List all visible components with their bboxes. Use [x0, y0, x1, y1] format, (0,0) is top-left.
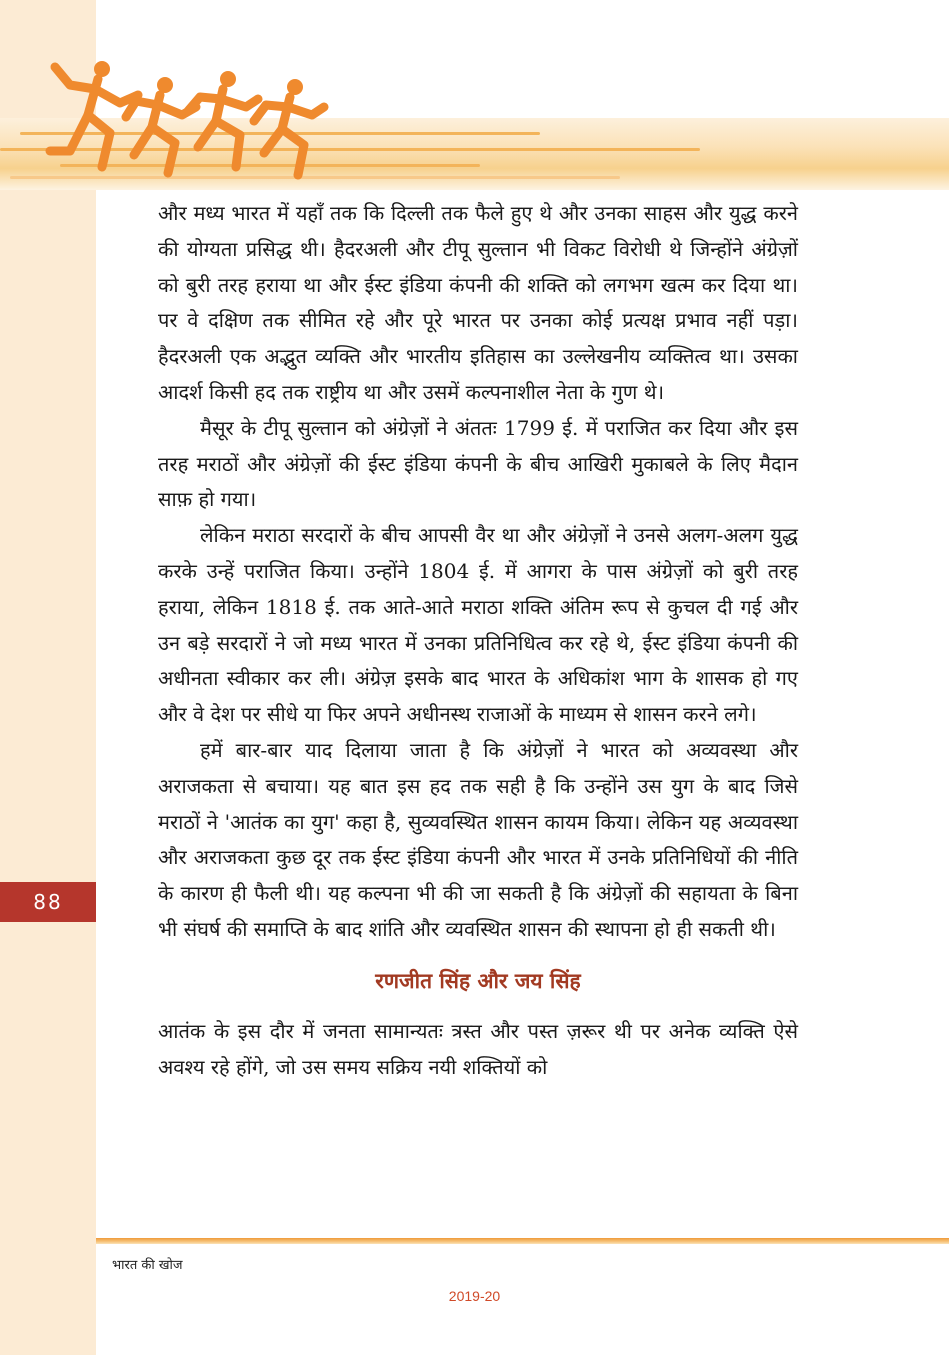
book-title: भारत की खोज: [112, 1258, 183, 1273]
running-figures-icon: [40, 55, 330, 185]
paragraph: आतंक के इस दौर में जनता सामान्यतः त्रस्त और पस्त ज़रूर थी पर अनेक व्यक्ति ऐसे अवश्य रहे होंगे, जो उस समय सक्रिय नयी शक्तियों को: [158, 1018, 798, 1079]
paragraph: मैसूर के टीपू सुल्तान को अंग्रेज़ों ने अंततः 1799 ई. में पराजित कर दिया और इस तरह मराठों और अंग्रेज़ों की ईस्ट इंडिया कंपनी के बीच आखिरी मुकाबले के लिए मैदान साफ़ हो गया।: [158, 415, 798, 512]
edition-year: 2019-20: [448, 1288, 501, 1304]
paragraph: लेकिन मराठा सरदारों के बीच आपसी वैर था और अंग्रेज़ों ने उनसे अलग-अलग युद्ध करके उन्हें पराजित किया। उन्होंने 1804 ई. में आगरा के पास अंग्रेज़ों को बुरी तरह हराया, लेकिन 1818 ई. तक आते-आते मराठा शक्ति अंतिम रूप से कुचल दी गई और उन बड़े सरदारों ने जो मध्य भारत में उनका प्रतिनिधित्व कर रहे थे, ईस्ट इंडिया कंपनी की अधीनता स्वीकार कर ली। अंग्रेज़ इसके बाद भारत के अधिकांश भाग के शासक हो गए और वे देश पर सीधे या फिर अपने अधीनस्थ राजाओं के माध्यम से शासन करने लगे।: [158, 523, 798, 727]
page-body: [158, 196, 798, 1085]
footer-divider: [96, 1238, 949, 1244]
page-number: 88: [0, 882, 96, 922]
section-heading: रणजीत सिंह और जय सिंह: [375, 967, 581, 993]
paragraph: हमें बार-बार याद दिलाया जाता है कि अंग्रेज़ों ने भारत को अव्यवस्था और अराजकता से बचाया। यह बात इस हद तक सही है कि उन्होंने उस युग के बाद जिसे मराठों ने 'आतंक का युग' कहा है, सुव्यवस्थित शासन कायम किया। लेकिन यह अव्यवस्था और अराजकता कुछ दूर तक ईस्ट इंडिया कंपनी और भारत में उनके प्रतिनिधियों की नीति के कारण ही फैली थी। यह कल्पना भी की जा सकती है कि अंग्रेज़ों की सहायता के बिना भी संघर्ष की समाप्ति के बाद शांति और व्यवस्थित शासन की स्थापना हो ही सकती थी।: [158, 737, 798, 941]
paragraph: और मध्य भारत में यहाँ तक कि दिल्ली तक फैले हुए थे और उनका साहस और युद्ध करने की योग्यता प्रसिद्ध थी। हैदरअली और टीपू सुल्तान भी विकट विरोधी थे जिन्होंने अंग्रेज़ों को बुरी तरह हराया था और ईस्ट इंडिया कंपनी की शक्ति को लगभग खत्म कर दिया था। पर वे दक्षिण तक सीमित रहे और पूरे भारत पर उनका कोई प्रत्यक्ष प्रभाव नहीं पड़ा। हैदरअली एक अद्भुत व्यक्ति और भारतीय इतिहास का उल्लेखनीय व्यक्तित्व था। उसका आदर्श किसी हद तक राष्ट्रीय था और उसमें कल्पनाशील नेता के गुण थे।: [158, 201, 798, 404]
left-margin-strip: [0, 0, 96, 1355]
